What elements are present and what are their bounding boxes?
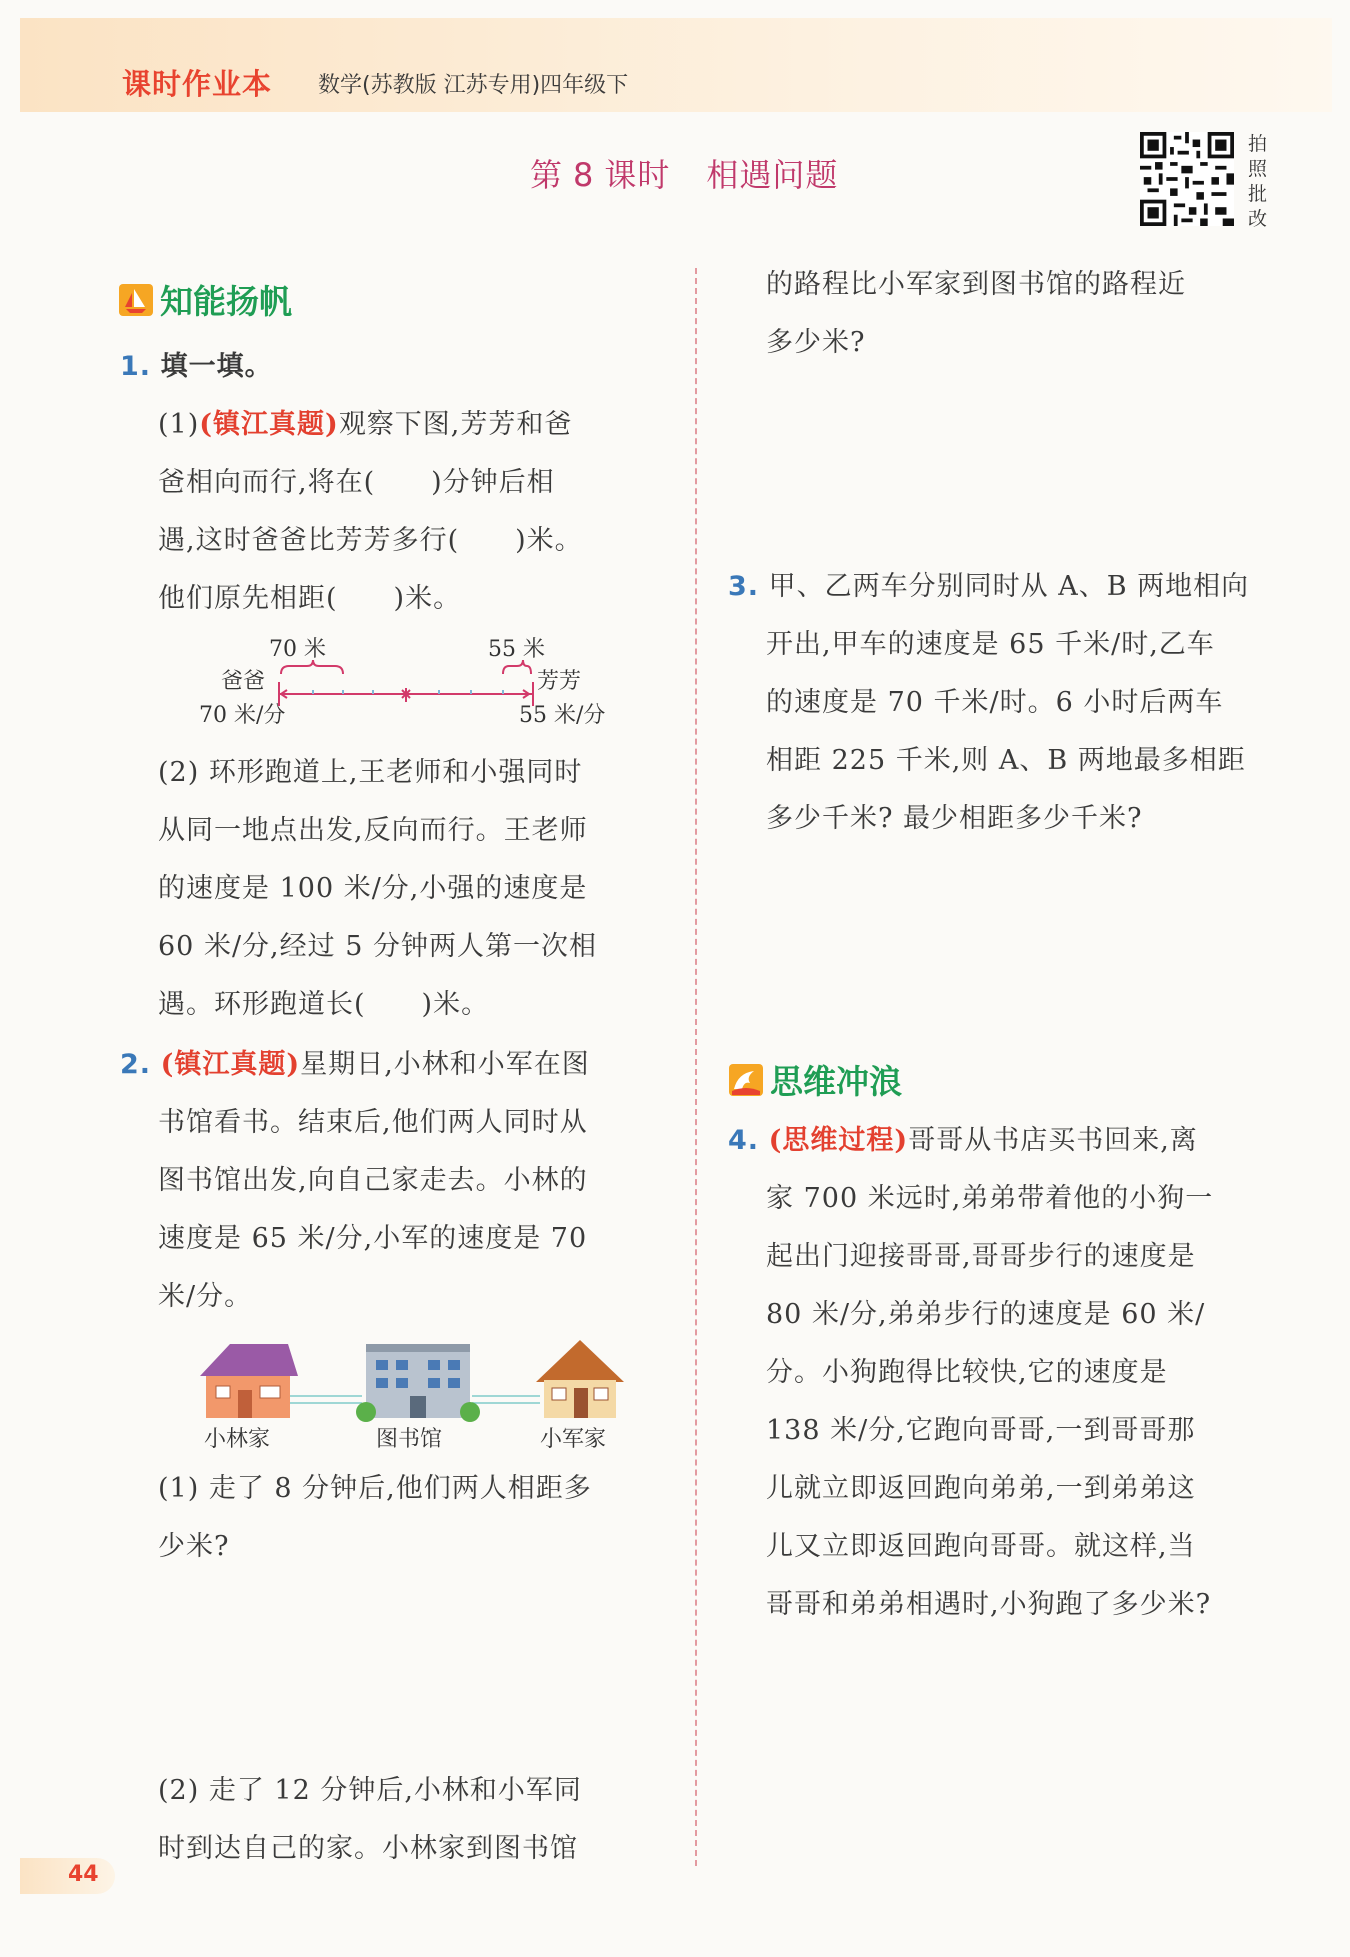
question-2-part-1 bbox=[158, 1460, 592, 1576]
subject-info: 数学(苏教版 江苏专用)四年级下 bbox=[318, 73, 629, 98]
column-divider bbox=[695, 268, 697, 1866]
question-4 bbox=[728, 1112, 1213, 1634]
text-line: 遇。环形跑道长( )米。 bbox=[158, 989, 490, 1020]
text-line: 遇,这时爸爸比芳芳多行( )米。 bbox=[158, 525, 583, 556]
text-line: (2) 走了 12 分钟后,小林和小军同 bbox=[158, 1775, 582, 1806]
text-line bbox=[728, 1112, 1213, 1170]
text-line: 儿又立即返回跑向哥哥。就这样,当 bbox=[766, 1531, 1196, 1562]
question-1-part-2 bbox=[158, 744, 597, 1034]
section-heading-1 bbox=[118, 276, 292, 323]
question-title: 填一填。 bbox=[160, 351, 273, 382]
question-1-part-1 bbox=[158, 396, 583, 628]
question-number: 4. bbox=[728, 1125, 760, 1156]
lesson-number: 8 bbox=[573, 156, 595, 194]
qr-label-char: 拍 bbox=[1248, 133, 1268, 155]
section-title: 知能扬帆 bbox=[160, 282, 292, 321]
text-line: 开出,甲车的速度是 65 千米/时,乙车 bbox=[766, 629, 1215, 660]
right-speed-label: 55 米/分 bbox=[519, 703, 606, 728]
section-title: 思维冲浪 bbox=[770, 1062, 902, 1101]
qr-code-icon[interactable] bbox=[1140, 132, 1234, 226]
text-line: 的路程比小军家到图书馆的路程近 bbox=[766, 269, 1186, 300]
house-label-xiaolin: 小林家 bbox=[204, 1427, 271, 1452]
right-person-label: 芳芳 bbox=[537, 669, 582, 694]
text-line: 他们原先相距( )米。 bbox=[158, 583, 462, 614]
lesson-prefix: 第 bbox=[530, 156, 564, 194]
text-line: 甲、乙两车分别同时从 A、B 两地相向 bbox=[768, 571, 1250, 602]
text-line: 家 700 米远时,弟弟带着他的小狗一 bbox=[766, 1183, 1214, 1214]
text-line: 起出门迎接哥哥,哥哥步行的速度是 bbox=[766, 1241, 1196, 1272]
source-tag: (镇江真题) bbox=[160, 1049, 301, 1080]
text-line: (1) 走了 8 分钟后,他们两人相距多 bbox=[158, 1473, 592, 1504]
text-line: 哥哥从书店买书回来,离 bbox=[908, 1125, 1198, 1156]
text-line: 相距 225 千米,则 A、B 两地最多相距 bbox=[766, 745, 1246, 776]
question-number: 3. bbox=[728, 571, 760, 602]
house-icon bbox=[200, 1344, 298, 1418]
question-number: 1. bbox=[120, 351, 152, 382]
text-line: 的速度是 70 千米/时。6 小时后两车 bbox=[766, 687, 1224, 718]
qr-label-char: 批 bbox=[1248, 183, 1268, 205]
distance-line bbox=[279, 660, 533, 706]
meeting-diagram bbox=[195, 632, 635, 742]
section-heading-2 bbox=[728, 1056, 902, 1103]
lesson-suffix: 课时 bbox=[604, 156, 671, 194]
text-line: 少米? bbox=[158, 1531, 230, 1562]
question-3 bbox=[728, 558, 1249, 848]
left-person-label: 爸爸 bbox=[221, 669, 266, 694]
text-line: 多少米? bbox=[766, 327, 866, 358]
text-line: 米/分。 bbox=[158, 1281, 253, 1312]
lesson-topic: 相遇问题 bbox=[706, 156, 839, 194]
right-distance-label: 55 米 bbox=[488, 637, 545, 662]
library-label: 图书馆 bbox=[376, 1427, 443, 1452]
house-label-xiaojun: 小军家 bbox=[540, 1427, 607, 1452]
houses-illustration bbox=[190, 1336, 630, 1456]
qr-label-char: 照 bbox=[1248, 158, 1268, 180]
text-line: 的速度是 100 米/分,小强的速度是 bbox=[158, 873, 588, 904]
text-line bbox=[158, 396, 583, 454]
house-icon bbox=[536, 1340, 624, 1418]
part-label: (1) bbox=[158, 409, 200, 440]
text-line: 哥哥和弟弟相遇时,小狗跑了多少米? bbox=[766, 1589, 1212, 1620]
sail-icon bbox=[118, 283, 154, 317]
text-line bbox=[120, 1036, 590, 1094]
text-line: 时到达自己的家。小林家到图书馆 bbox=[158, 1833, 578, 1864]
text-line: 观察下图,芳芳和爸 bbox=[338, 409, 573, 440]
text-line: 图书馆出发,向自己家走去。小林的 bbox=[158, 1165, 588, 1196]
qr-label-char: 改 bbox=[1248, 208, 1268, 230]
text-line: (2) 环形跑道上,王老师和小强同时 bbox=[158, 757, 583, 788]
text-line: 儿就立即返回跑向弟弟,一到弟弟这 bbox=[766, 1473, 1196, 1504]
library-icon bbox=[356, 1344, 480, 1422]
text-line: 多少千米? 最少相距多少千米? bbox=[766, 803, 1143, 834]
source-tag: (思维过程) bbox=[768, 1125, 909, 1156]
source-tag: (镇江真题) bbox=[199, 409, 339, 440]
page-number: 44 bbox=[68, 1862, 99, 1887]
brand-title: 课时作业本 bbox=[122, 67, 273, 101]
text-line: 星期日,小林和小军在图 bbox=[300, 1049, 590, 1080]
text-line: 80 米/分,弟弟步行的速度是 60 米/ bbox=[766, 1299, 1206, 1330]
left-speed-label: 70 米/分 bbox=[199, 703, 286, 728]
qr-label bbox=[1248, 132, 1272, 232]
text-line bbox=[728, 558, 1249, 616]
text-line: 速度是 65 米/分,小军的速度是 70 bbox=[158, 1223, 588, 1254]
question-2 bbox=[120, 1036, 590, 1326]
question-number: 2. bbox=[120, 1049, 152, 1080]
question-1-title bbox=[120, 338, 273, 396]
left-distance-label: 70 米 bbox=[269, 637, 326, 662]
text-line: 60 米/分,经过 5 分钟两人第一次相 bbox=[158, 931, 597, 962]
text-line: 分。小狗跑得比较快,它的速度是 bbox=[766, 1357, 1168, 1388]
text-line: 爸相向而行,将在( )分钟后相 bbox=[158, 467, 555, 498]
question-2-part-2 bbox=[158, 1762, 582, 1878]
text-line: 书馆看书。结束后,他们两人同时从 bbox=[158, 1107, 588, 1138]
wave-icon bbox=[728, 1063, 764, 1097]
text-line: 从同一地点出发,反向而行。王老师 bbox=[158, 815, 588, 846]
lesson-title bbox=[530, 150, 838, 196]
question-2-continued bbox=[766, 256, 1186, 372]
text-line: 138 米/分,它跑向哥哥,一到哥哥那 bbox=[766, 1415, 1196, 1446]
